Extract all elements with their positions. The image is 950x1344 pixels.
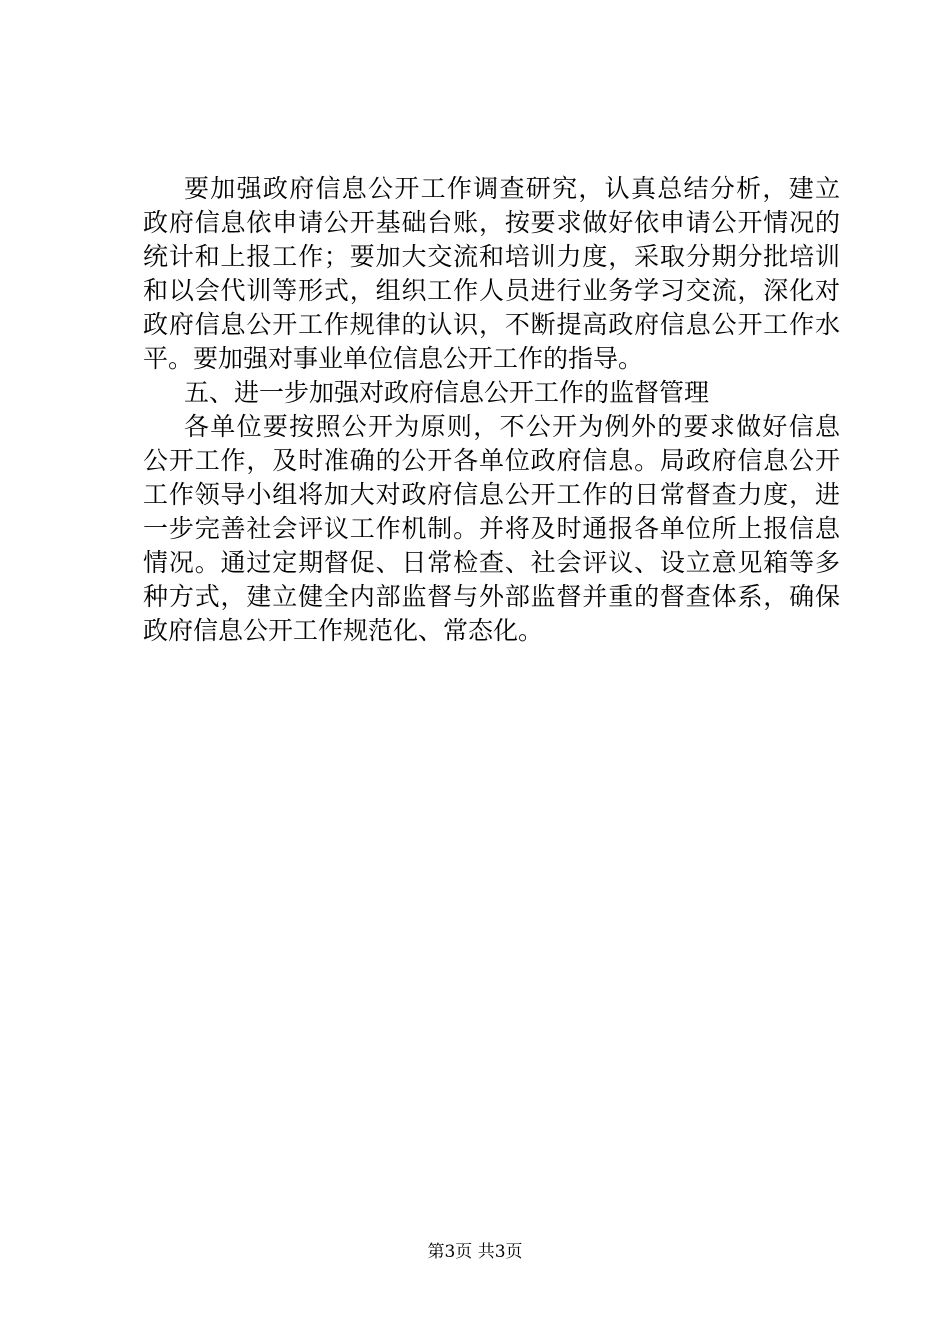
paragraph-2-line-3: 工作领导小组将加大对政府信息公开工作的日常督查力度，进: [143, 480, 840, 509]
paragraph-2-line-7: 政府信息公开工作规范化、常态化。: [143, 616, 544, 645]
document-body: [143, 172, 840, 648]
paragraph-2-line-1: 各单位要按照公开为原则，不公开为例外的要求做好信息: [184, 412, 840, 441]
paragraph-2-line-4: 一步完善社会评议工作机制。并将及时通报各单位所上报信息: [143, 514, 840, 543]
paragraph-1-line-2: 政府信息依申请公开基础台账，按要求做好依申请公开情况的: [143, 208, 840, 237]
paragraph-2-line-2: 公开工作，及时准确的公开各单位政府信息。局政府信息公开: [143, 446, 840, 475]
paragraph-2-line-5: 情况。通过定期督促、日常检查、社会评议、设立意见箱等多: [143, 548, 840, 577]
paragraph-1-line-3: 统计和上报工作；要加大交流和培训力度，采取分期分批培训: [143, 242, 840, 271]
paragraph-1-line-5: 政府信息公开工作规律的认识，不断提高政府信息公开工作水: [143, 310, 840, 339]
paragraph-1-line-4: 和以会代训等形式，组织工作人员进行业务学习交流，深化对: [143, 276, 840, 305]
paragraph-1-line-6: 平。要加强对事业单位信息公开工作的指导。: [143, 344, 644, 373]
paragraph-1-line-1: 要加强政府信息公开工作调查研究，认真总结分析，建立: [184, 174, 840, 203]
section-heading-5: 五、进一步加强对政府信息公开工作的监督管理: [184, 378, 710, 407]
page-number-footer: 第3页 共3页: [427, 1242, 523, 1262]
paragraph-2-line-6: 种方式，建立健全内部监督与外部监督并重的督查体系，确保: [143, 582, 840, 611]
